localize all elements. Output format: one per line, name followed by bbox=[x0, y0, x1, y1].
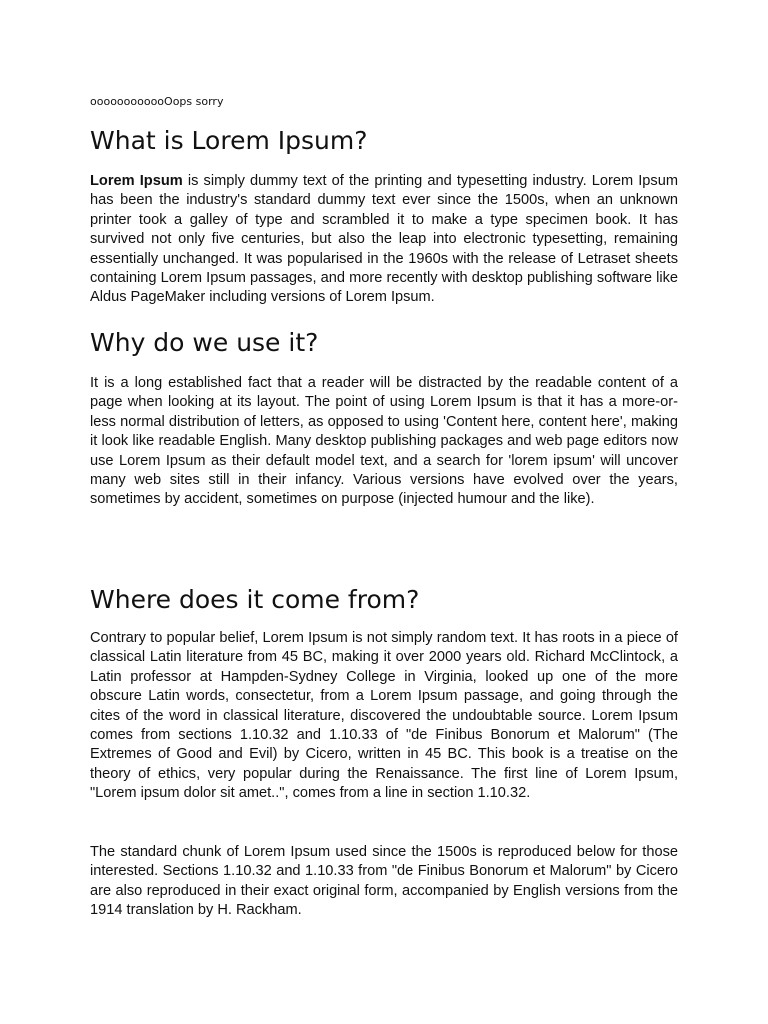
paragraph-standard-chunk: The standard chunk of Lorem Ipsum used since the 1500s is reproduced below for those interested. Sections 1.10.32 and 1.10.33 from "de Finibus Bonorum et Malorum" by Cicero are also reproduced in their exact original form, accompanied by English versions from the 1914 translation by H. Rackham. bbox=[90, 844, 678, 919]
paragraph-what-is-lorem-ipsum bbox=[90, 172, 678, 308]
paragraph-body-text: is simply dummy text of the printing and typesetting industry. Lorem Ipsum has been the industry's standard dummy text ever since the 1500s, when an unknown printer took a galley of type and scrambled it to make a type specimen book. It has survived not only five centuries, but also the leap into electronic typesetting, remaining essentially unchanged. It was popularised in the 1960s with the release of Letraset sheets containing Lorem Ipsum passages, and more recently with desktop publishing software like Aldus PageMaker including versions of Lorem Ipsum. bbox=[90, 173, 678, 306]
top-note: oooooooooooOops sorry bbox=[90, 95, 224, 108]
heading-why-do-we-use-it: Why do we use it? bbox=[90, 328, 319, 357]
lead-bold-text: Lorem Ipsum bbox=[90, 173, 183, 189]
paragraph-why-do-we-use-it: It is a long established fact that a reader will be distracted by the readable content of a page when looking at its layout. The point of using Lorem Ipsum is that it has a more-or-less normal distribution of letters, as opposed to using 'Content here, content here', making it look like readable English. Many desktop publishing packages and web page editors now use Lorem Ipsum as their default model text, and a search for 'lorem ipsum' will uncover many web sites still in their infancy. Various versions have evolved over the years, sometimes by accident, sometimes on purpose (injected humour and the like). bbox=[90, 375, 678, 508]
paragraph-where-does-it-come-from: Contrary to popular belief, Lorem Ipsum is not simply random text. It has roots in a piece of classical Latin literature from 45 BC, making it over 2000 years old. Richard McClintock, a Latin professor at Hampden-Sydney College in Virginia, looked up one of the more obscure Latin words, consectetur, from a Lorem Ipsum passage, and going through the cites of the word in classical literature, discovered the undoubtable source. Lorem Ipsum comes from sections 1.10.32 and 1.10.33 of "de Finibus Bonorum et Malorum" (The Extremes of Good and Evil) by Cicero, written in 45 BC. This book is a treatise on the theory of ethics, very popular during the Renaissance. The first line of Lorem Ipsum, "Lorem ipsum dolor sit amet..", comes from a line in section 1.10.32. bbox=[90, 630, 678, 802]
heading-where-does-it-come-from: Where does it come from? bbox=[90, 585, 420, 614]
heading-what-is-lorem-ipsum: What is Lorem Ipsum? bbox=[90, 126, 368, 155]
